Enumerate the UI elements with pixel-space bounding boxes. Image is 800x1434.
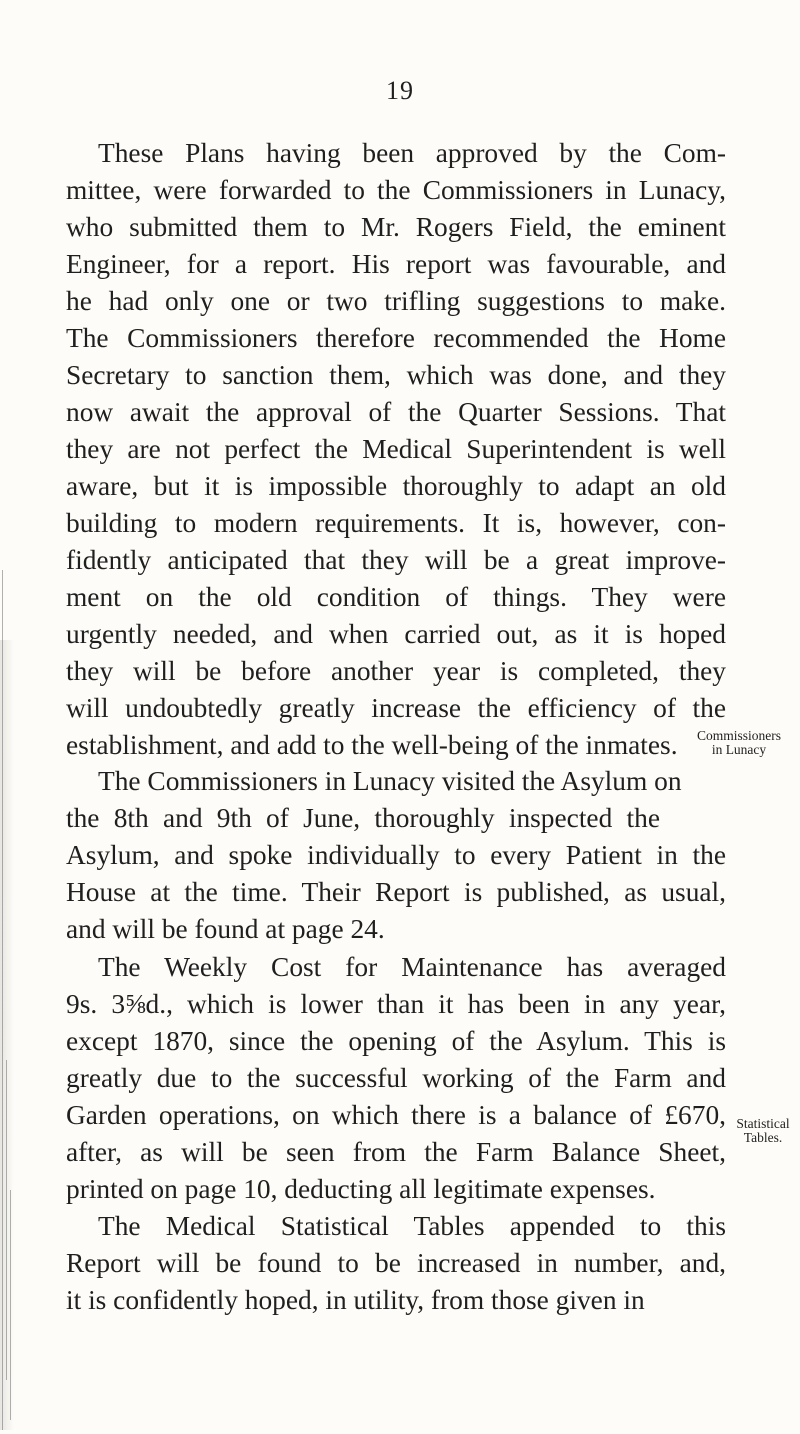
binding-edge-line (6, 1060, 7, 1380)
text-line: Asylum, and spoke individually to every Patient in the (66, 840, 726, 870)
text-line: establishment, and add to the well-being of the inmates. (66, 730, 678, 760)
text-line: they are not perfect the Medical Superintendent is well (66, 434, 726, 464)
margin-note-line: Tables. (743, 1130, 783, 1145)
text-line: The Commissioners in Lunacy visited the Asylum on (98, 766, 682, 796)
binding-edge-line (10, 1190, 11, 1420)
text-line: will undoubtedly greatly increase the efficiency of the (66, 693, 726, 723)
text-line: House at the time. Their Report is published, as usual, (66, 877, 726, 907)
text-line: after, as will be seen from the Farm Balance Sheet, (66, 1137, 726, 1167)
text-line: printed on page 10, deducting all legitimate expenses. (66, 1174, 656, 1204)
text-line: Engineer, for a report. His report was favourable, and (66, 249, 726, 279)
text-line: aware, but it is impossible thoroughly to adapt an old (66, 471, 726, 501)
text-line: The Commissioners therefore recommended the Home (66, 323, 726, 353)
text-line: it is confidently hoped, in utility, from those given in (66, 1285, 645, 1315)
page-number: 19 (386, 76, 414, 105)
text-line: now await the approval of the Quarter Sessions. That (66, 397, 726, 427)
text-line: and will be found at page 24. (66, 914, 385, 944)
text-line: greatly due to the successful working of the Farm and (66, 1063, 726, 1093)
text-line: Garden operations, on which there is a balance of £670, (66, 1100, 726, 1130)
margin-note-line: Commissioners (696, 728, 781, 743)
text-line: 9s. 3⅝d., which is lower than it has been in any year, (66, 989, 726, 1019)
margin-note-commissioners (676, 729, 800, 757)
text-line: who submitted them to Mr. Rogers Field, the eminent (66, 212, 726, 242)
text-line: except 1870, since the opening of the Asylum. This is (66, 1026, 726, 1056)
margin-note-line: Statistical (736, 1116, 790, 1131)
text-line: he had only one or two trifling suggestions to make. (66, 286, 726, 316)
text-line: mittee, were forwarded to the Commissioners in Lunacy, (66, 175, 726, 205)
text-line: the 8th and 9th of June, thoroughly inspected the (66, 803, 660, 833)
text-line: ment on the old condition of things. They were (66, 582, 726, 612)
binding-edge-line (2, 570, 3, 1430)
text-line: fidently anticipated that they will be a great improve- (66, 545, 726, 575)
margin-note-line: in Lunacy (711, 742, 767, 757)
text-line: building to modern requirements. It is, however, con- (66, 508, 726, 538)
text-line: they will be before another year is completed, they (66, 656, 726, 686)
text-line: Report will be found to be increased in number, and, (66, 1248, 726, 1278)
text-line: Secretary to sanction them, which was done, and they (66, 360, 726, 390)
text-line: The Medical Statistical Tables appended to this (98, 1211, 726, 1241)
margin-note-statistical-tables (728, 1117, 798, 1145)
text-line: urgently needed, and when carried out, as it is hoped (66, 619, 726, 649)
text-line: These Plans having been approved by the Com- (98, 138, 726, 168)
text-line: The Weekly Cost for Maintenance has averaged (98, 952, 726, 982)
